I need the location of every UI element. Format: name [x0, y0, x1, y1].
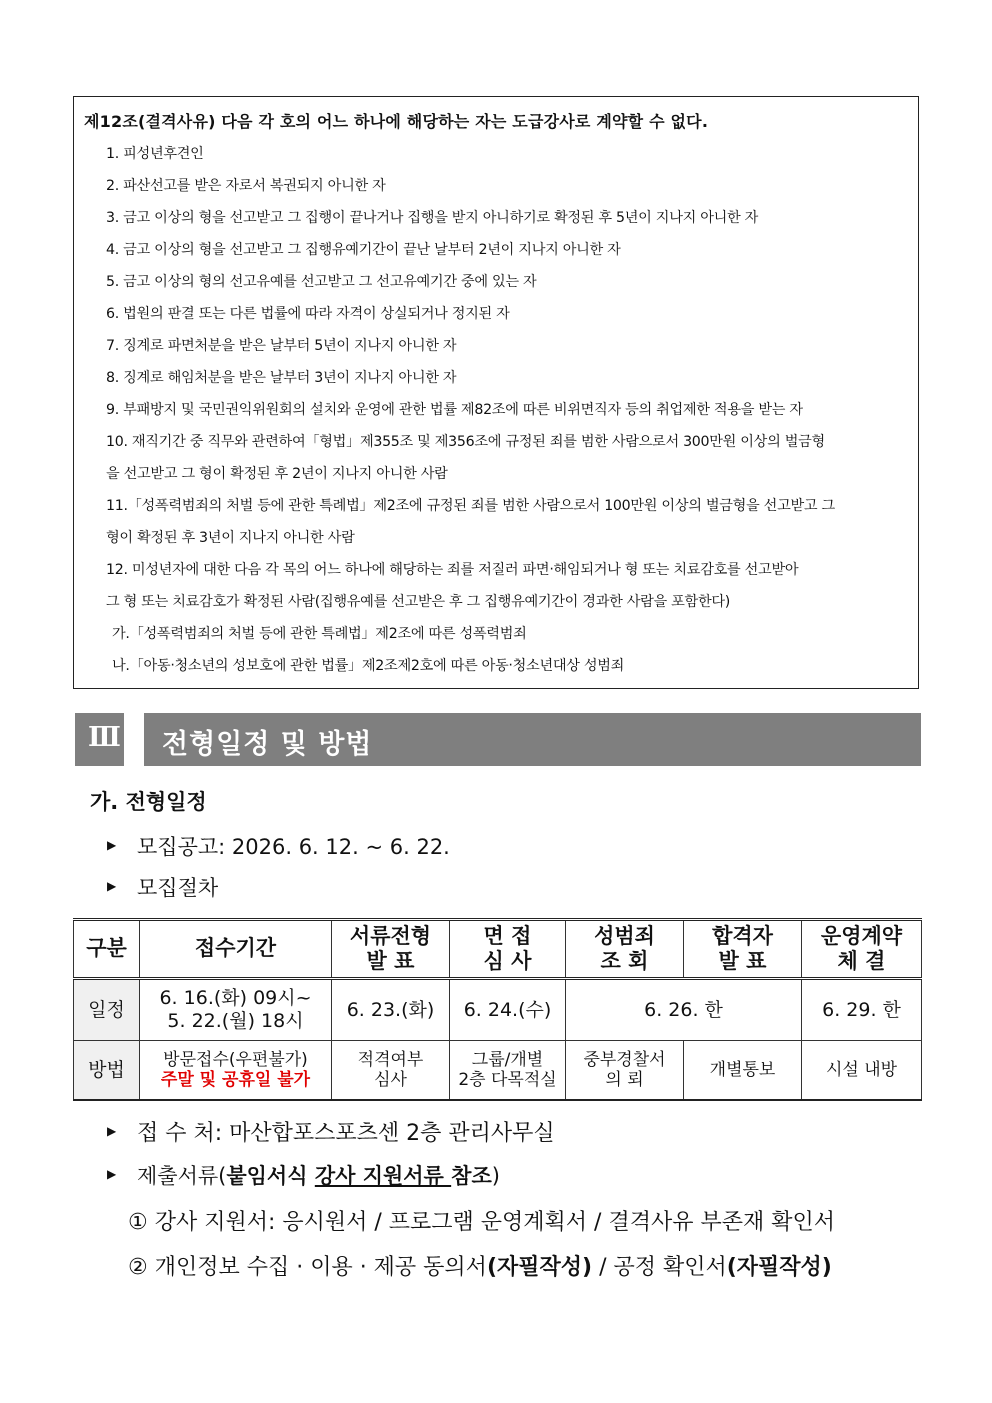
article-item-10: 10. 재직기간 중 직무와 관련하여「형법」제355조 및 제356조에 규정된 죄를 범한 사람으로서 300만원 이상의 벌금형: [106, 434, 825, 450]
article-item-10-cont: 을 선고받고 그 형이 확정된 후 2년이 지나지 아니한 사람: [106, 466, 448, 482]
schedule-table: [73, 918, 922, 1101]
article-item-9: 9. 부패방지 및 국민권익위원회의 설치와 운영에 관한 법률 제82조에 따른 비위면직자 등의 취업제한 적용을 받는 자: [106, 402, 803, 418]
cell-period-method: 방문접수(우편불가) 주말 및 공휴일 불가: [140, 1041, 332, 1101]
document-item-2: ② 개인정보 수집 · 이용 · 제공 동의서(자필작성) / 공정 확인서(자필작성): [128, 1255, 832, 1280]
article-item-2: 2. 파산선고를 받은 자로서 복권되지 아니한 자: [106, 178, 386, 194]
cell-result-method: 개별통보: [684, 1041, 802, 1101]
cell-interview-method: 그룹/개별 2층 다목적실: [450, 1041, 566, 1101]
reception-line: [107, 1116, 555, 1147]
article-title: 제12조(결격사유) 다음 각 호의 어느 하나에 해당하는 자는 도급강사로 계약할 수 없다.: [84, 112, 709, 131]
documents-reference: 강사 지원서류: [314, 1164, 452, 1188]
section-number: Ⅲ: [88, 722, 121, 753]
recruit-notice-text: 모집공고: 2026. 6. 12. ~ 6. 22.: [137, 835, 450, 859]
article-item-3: 3. 금고 이상의 형을 선고받고 그 집행이 끝나거나 집행을 받지 아니하기로 확정된 후 5년이 지나지 아니한 자: [106, 210, 759, 226]
triangle-right-icon: ▶: [107, 879, 117, 893]
recruit-notice-line: [107, 831, 450, 861]
cell-contract-method: 시설 내방: [802, 1041, 922, 1101]
table-row: [74, 979, 922, 1041]
article-item-11: 11.「성폭력범죄의 처벌 등에 관한 특례법」제2조에 규정된 죄를 범한 사람으로서 100만원 이상의 벌금형을 선고받고 그: [106, 498, 835, 514]
header-crime-check: 성범죄 조 회: [566, 920, 684, 979]
header-period: 접수기간: [140, 920, 332, 979]
article-item-4: 4. 금고 이상의 형을 선고받고 그 집행유예기간이 끝난 날부터 2년이 지나지 아니한 자: [106, 242, 621, 258]
article-subitem-ga: 가.「성폭력범죄의 처벌 등에 관한 특례법」제2조에 따른 성폭력범죄: [112, 626, 527, 642]
article-item-6: 6. 법원의 판결 또는 다른 법률에 따라 자격이 상실되거나 정지된 자: [106, 306, 510, 322]
cell-check-method: 중부경찰서 의 뢰: [566, 1041, 684, 1101]
weekend-warning: 주말 및 공휴일 불가: [160, 1070, 311, 1090]
header-interview: 면 접 심 사: [450, 920, 566, 979]
section-title: 전형일정 및 방법: [162, 729, 373, 760]
header-final-result: 합격자 발 표: [684, 920, 802, 979]
cell-interview-date: 6. 24.(수): [450, 979, 566, 1041]
cell-doc-date: 6. 23.(화): [332, 979, 450, 1041]
row-label-schedule: 일정: [74, 979, 140, 1041]
document-item-1: ① 강사 지원서: 응시원서 / 프로그램 운영계획서 / 결격사유 부존재 확인서: [128, 1210, 835, 1235]
section-number-badge: [75, 713, 124, 766]
cell-check-result-date: 6. 26. 한: [566, 979, 802, 1041]
reception-text: 접 수 처: 마산합포스포츠센 2층 관리사무실: [137, 1121, 555, 1146]
row-label-method: 방법: [74, 1041, 140, 1101]
disqualification-article-box: [73, 96, 919, 689]
triangle-right-icon: ▶: [107, 1167, 117, 1181]
section-title-bar: [144, 713, 921, 766]
cell-doc-method: 적격여부 심사: [332, 1041, 450, 1101]
cell-contract-date: 6. 29. 한: [802, 979, 922, 1041]
article-item-12-cont: 그 형 또는 치료감호가 확정된 사람(집행유예를 선고받은 후 그 집행유예기간이 경과한 사람을 포함한다): [106, 594, 731, 610]
schedule-subheading: 가. 전형일정: [90, 790, 207, 814]
article-subitem-na: 나.「아동‧청소년의 성보호에 관한 법률」제2조제2호에 따른 아동‧청소년대상 성범죄: [112, 658, 625, 674]
article-item-8: 8. 징계로 해임처분을 받은 날부터 3년이 지나지 아니한 자: [106, 370, 457, 386]
table-header-row: [74, 920, 922, 979]
header-doc-result: 서류전형 발 표: [332, 920, 450, 979]
header-category: 구분: [74, 920, 140, 979]
header-contract: 운영계약 체 결: [802, 920, 922, 979]
triangle-right-icon: ▶: [107, 1124, 117, 1138]
table-row: [74, 1041, 922, 1101]
procedure-line: [107, 872, 218, 902]
cell-period-date: 6. 16.(화) 09시~ 5. 22.(월) 18시: [140, 979, 332, 1041]
documents-line: ▶ 제출서류(붙임서식 강사 지원서류 참조): [107, 1164, 500, 1188]
article-item-5: 5. 금고 이상의 형의 선고유예를 선고받고 그 선고유예기간 중에 있는 자: [106, 274, 537, 290]
article-item-7: 7. 징계로 파면처분을 받은 날부터 5년이 지나지 아니한 자: [106, 338, 457, 354]
procedure-label: 모집절차: [137, 876, 219, 900]
article-item-12: 12. 미성년자에 대한 다음 각 목의 어느 하나에 해당하는 죄를 저질러 파면‧해임되거나 형 또는 치료감호를 선고받아: [106, 562, 799, 578]
article-item-11-cont: 형이 확정된 후 3년이 지나지 아니한 사람: [106, 530, 355, 546]
triangle-right-icon: ▶: [107, 838, 117, 852]
article-item-1: 1. 피성년후견인: [106, 146, 204, 162]
